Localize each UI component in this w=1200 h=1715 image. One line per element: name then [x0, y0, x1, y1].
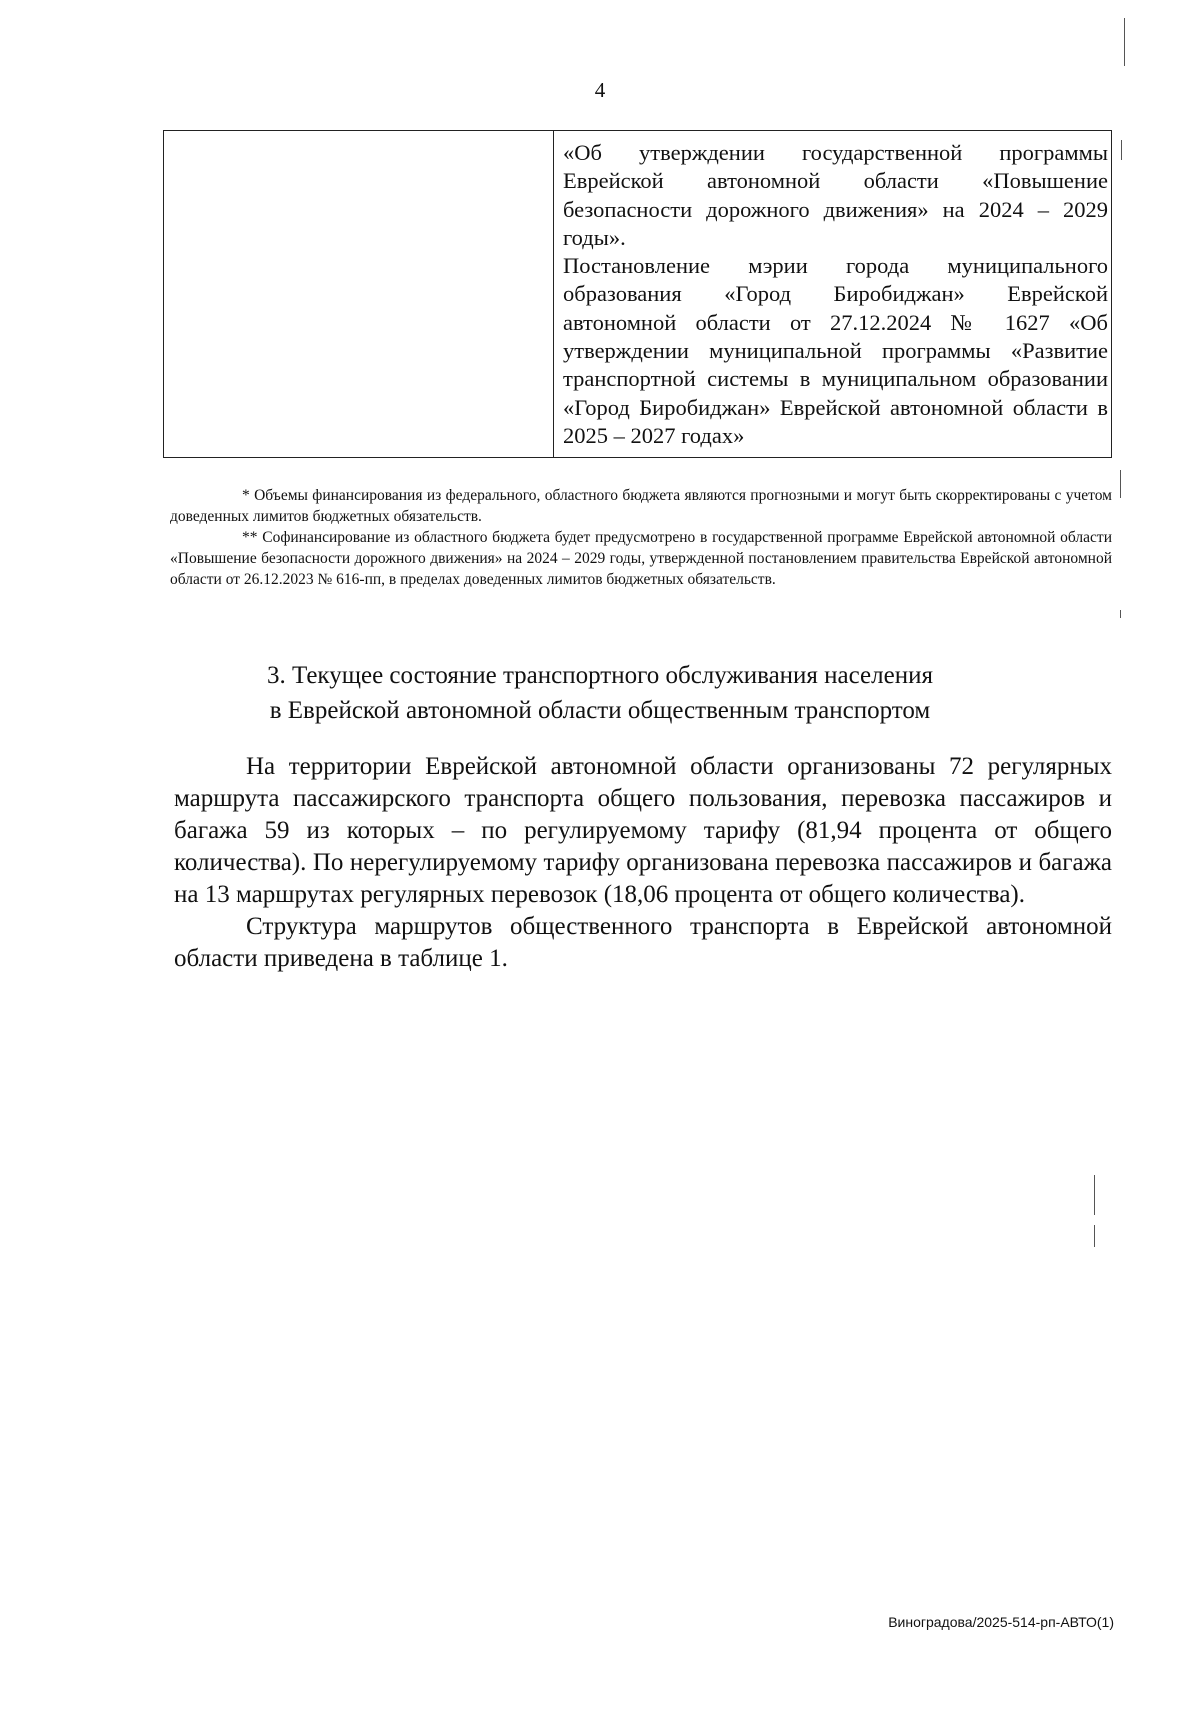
table-cell-paragraph: Постановление мэрии города муниципального образования «Город Биробиджан» Еврейской автономной области от 27.12.2024 № 1627 «Об утверждении муниципальной программы «Развитие транспортной системы в муниципальном образовании «Город Биробиджан» Еврейской автономной области в 2025 – 2027 годах» — [563, 253, 1108, 448]
footnotes — [170, 485, 1112, 590]
scan-mark — [1124, 18, 1125, 66]
legal-acts-table — [163, 130, 1112, 458]
scan-mark — [1121, 140, 1122, 160]
section-body — [174, 751, 1112, 975]
footnote-2: ** Софинансирование из областного бюджета будет предусмотрено в государственной программе Еврейской автономной области «Повышение безопасности дорожного движения» на 2024 – 2029 годы, утвержденной постановлением правительства Еврейской автономной области от 26.12.2023 № 616-пп, в пределах доведенных лимитов бюджетных обязательств. — [170, 529, 1112, 588]
table-cell-paragraph: «Об утверждении государственной программы Еврейской автономной области «Повышение безопасности дорожного движения» на 2024 – 2029 годы». — [563, 140, 1108, 250]
body-paragraph: Структура маршрутов общественного транспорта в Еврейской автономной области приведена в таблице 1. — [174, 913, 1112, 972]
footnote-1: * Объемы финансирования из федерального, областного бюджета являются прогнозными и могут быть скорректированы с учетом доведенных лимитов бюджетных обязательств. — [170, 487, 1112, 525]
document-code: Виноградова/2025-514-рп-АВТО(1) — [888, 1614, 1114, 1630]
scan-mark — [1094, 1175, 1095, 1215]
body-paragraph: На территории Еврейской автономной области организованы 72 регулярных маршрута пассажирского транспорта общего пользования, перевозка пассажиров и багажа 59 из которых – по регулируемому тарифу (81,94 процента от общего количества). По нерегулируемому тарифу организована перевозка пассажиров и багажа на 13 маршрутах регулярных перевозок (18,06 процента от общего количества). — [174, 753, 1112, 908]
section-heading-line-1: 3. Текущее состояние транспортного обслуживания населения — [267, 662, 933, 689]
table-cell-right — [563, 139, 1108, 450]
page-number: 4 — [594, 78, 606, 102]
scan-mark — [1094, 1225, 1095, 1247]
scan-mark — [1120, 470, 1121, 498]
section-heading-line-2: в Еврейской автономной области общественным транспортом — [269, 697, 931, 724]
scan-mark — [1120, 610, 1121, 618]
section-heading — [0, 658, 1200, 728]
table-column-divider — [553, 131, 554, 457]
table-cell-left-empty — [164, 131, 553, 457]
